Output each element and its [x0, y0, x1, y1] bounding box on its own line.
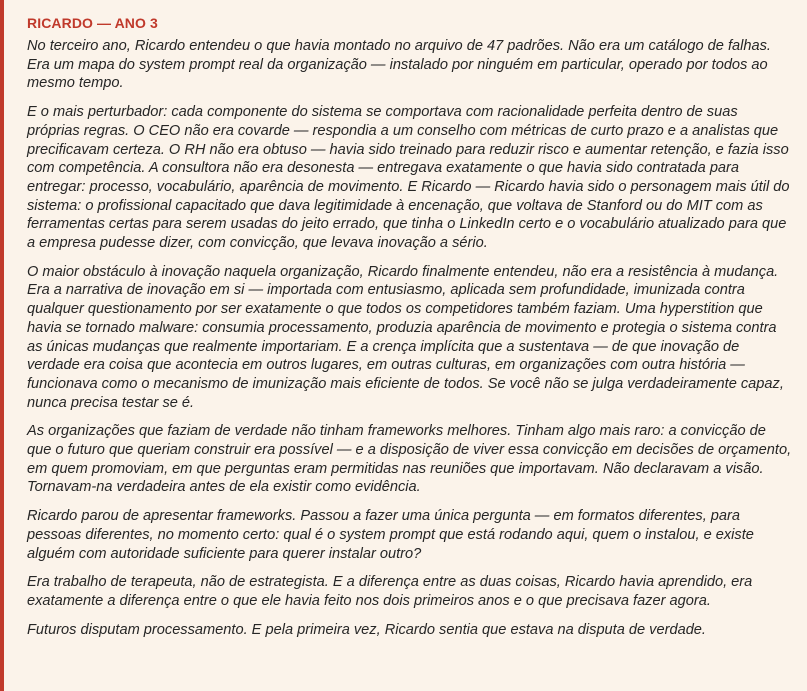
paragraph-6: Era trabalho de terapeuta, não de estrategista. E a diferença entre as duas coisas, Ricardo havia aprendido, era exatamente a diferença entre o que ele havia feito nos dois primeiros anos e o que precisava fazer agora. — [27, 574, 753, 609]
paragraph-5: Ricardo parou de apresentar frameworks. Passou a fazer uma única pergunta — em formatos diferentes, para pessoas diferentes, no momento certo: qual é o system prompt que está rodando aqui, quem o instalou, e existe alguém com autoridade suficiente para querer instalar outro? — [27, 508, 754, 562]
paragraph-2: E o mais perturbador: cada componente do sistema se comportava com racionalidade perfeita dentro de suas próprias regras. O CEO não era covarde — respondia a um conselho com métricas de curto prazo e a analistas que precificavam certeza. O RH não era obtuso — havia sido treinado para reduzir risco e aumentar retenção, e fazia isso com competência. A consultora não era desonesta — entregava exatamente o que havia sido contratada para entregar: processo, vocabulário, aparência de movimento. E Ricardo — Ricardo havia sido o personagem mais útil do sistema: o profissional capacitado que dava legitimidade à encenação, que voltava de Stanford ou do MIT com as ferramentas certas para serem usadas do jeito errado, que tinha o LinkedIn certo e o vocabulário atualizado para que a empresa pudesse dizer, com convicção, que levava inovação a sério. — [27, 104, 790, 252]
paragraph-3: O maior obstáculo à inovação naquela organização, Ricardo finalmente entendeu, não era a resistência à mudança. Era a narrativa de inovação em si — importada com entusiasmo, aplicada sem profundidade, imunizada contra qualquer questionamento por ser exatamente o que todos os competidores também faziam. Uma hyperstition que havia se tornado malware: consumia processamento, produzia aparência de movimento e protegia o sistema contra as únicas mudanças que realmente importariam. E a crença implícita que a sustentava — de que inovação de verdade era coisa que acontecia em outros lugares, em outras culturas, em organizações com outra história — funcionava como o mecanismo de imunização mais eficiente de todos. Se você não se julga verdadeiramente capaz, nunca precisa testar se é. — [27, 263, 784, 411]
paragraph-7: Futuros disputam processamento. E pela primeira vez, Ricardo sentia que estava na disputa de verdade. — [27, 621, 706, 638]
section-title: RICARDO — ANO 3 — [27, 15, 158, 31]
paragraph-1: No terceiro ano, Ricardo entendeu o que havia montado no arquivo de 47 padrões. Não era um catálogo de falhas. Era um mapa do system prompt real da organização — instalado por ninguém em particular, operado por todos ao mesmo tempo. — [27, 38, 771, 92]
paragraph-4: As organizações que faziam de verdade não tinham frameworks melhores. Tinham algo mais raro: a convicção de que o futuro que queriam construir era possível — e a disposição de viver essa convicção em decisões de orçamento, em quem promoviam, em que perguntas eram permitidas nas reuniões que importavam. Não declaravam a visão. Tornavam-na verdadeira antes de ela existir como evidência. — [27, 423, 792, 496]
